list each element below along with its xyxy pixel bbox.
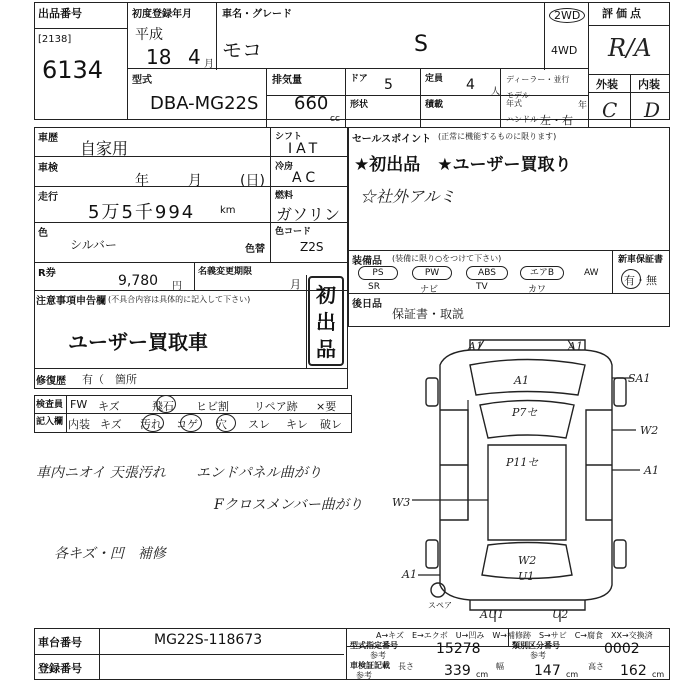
dmg-label: W3 bbox=[392, 496, 411, 509]
aircon-value: AC bbox=[292, 170, 320, 186]
equip-pw: PW bbox=[412, 266, 452, 280]
color-value: シルバー bbox=[70, 238, 117, 252]
lot-number: 6134 bbox=[42, 56, 104, 84]
hand-note-1: 車内ニオイ 天張汚れ bbox=[36, 465, 166, 481]
check-row2-4: スレ bbox=[248, 418, 270, 431]
recycle-label: R券 bbox=[38, 268, 56, 279]
mileage-label: 走行 bbox=[38, 192, 58, 203]
equip-ps: PS bbox=[358, 266, 398, 280]
spare-label: スペア bbox=[428, 601, 452, 610]
spec-len-label: 長さ bbox=[398, 662, 414, 671]
repair-value: 有（ 箇所 bbox=[82, 373, 137, 386]
tax-month: 月 bbox=[290, 278, 301, 291]
reg-month: 4 bbox=[188, 45, 201, 69]
color-code: Z2S bbox=[300, 240, 324, 254]
check-label-2: 記入欄 bbox=[36, 417, 64, 427]
spec-len-value: 339 bbox=[444, 663, 471, 679]
dealer-label: ディーラー・並行 bbox=[506, 75, 570, 84]
equip-airbag: エアB bbox=[520, 266, 564, 280]
reg-era: 平成 bbox=[135, 27, 163, 43]
color-code-label: 色コード bbox=[275, 227, 312, 237]
check-int-label: 内装 bbox=[68, 418, 90, 431]
inspection-month: 月 bbox=[188, 173, 202, 189]
dmg-label: U2 bbox=[552, 608, 569, 621]
aircon-label: 冷房 bbox=[275, 162, 294, 172]
spec-h-label: 高さ bbox=[588, 662, 604, 671]
spec-class-value: 0002 bbox=[604, 641, 640, 657]
sales-label: セールスポイント bbox=[352, 134, 432, 145]
score-ext-label: 外装 bbox=[596, 78, 618, 91]
lot-code: [2138] bbox=[38, 34, 72, 45]
inspection-year: 年 bbox=[135, 173, 149, 189]
car-grade: S bbox=[414, 32, 428, 57]
load-label: 積載 bbox=[425, 100, 444, 110]
shift-value: IAT bbox=[288, 141, 322, 157]
spec-h-value: 162 bbox=[620, 663, 647, 679]
spec-cert-sub: 参考 bbox=[356, 671, 372, 680]
dmg-label: A1 bbox=[644, 464, 659, 477]
disp-label: 排気量 bbox=[272, 75, 302, 86]
dmg-label: A1 bbox=[568, 340, 583, 353]
usage-value: 自家用 bbox=[80, 139, 129, 158]
chassis-value: MG22S-118673 bbox=[154, 632, 263, 648]
spec-model-value: 15278 bbox=[436, 641, 481, 657]
equip-abs: ABS bbox=[466, 266, 508, 280]
sales-note: (正常に機能するものに限ります) bbox=[438, 132, 557, 141]
recycle-unit: 円 bbox=[172, 281, 182, 292]
sales-line1: ★初出品 ★ユーザー買取り bbox=[354, 155, 572, 175]
wheel-shape bbox=[614, 540, 626, 568]
equip-note: (装備に限り○をつけて下さい) bbox=[392, 254, 502, 263]
notice-sub: (不具合内容は具体的に記入して下さい) bbox=[108, 295, 251, 304]
disp-unit: cc bbox=[330, 114, 340, 124]
equip-navi: ナビ bbox=[420, 285, 439, 295]
check-label-1: 検査員 bbox=[36, 400, 64, 410]
spec-unit: cm bbox=[652, 670, 665, 679]
dmg-label: A1 bbox=[468, 340, 483, 353]
inspection-label: 車検 bbox=[38, 163, 58, 174]
warranty-value: 有・無 bbox=[624, 274, 657, 287]
handle-label: ハンドル bbox=[506, 115, 538, 124]
spec-model-label: 型式指定番号 bbox=[350, 641, 398, 650]
recycle-value: 9,780 bbox=[118, 273, 159, 289]
dmg-label: SA1 bbox=[628, 372, 651, 385]
handle-value: 左・右 bbox=[540, 114, 573, 127]
diagram-legend: A→キズ E→エクボ U→凹み W→補修跡 S→サビ C→腐食 XX→交換済 bbox=[376, 631, 653, 640]
capacity-value: 4 bbox=[466, 77, 475, 93]
sales-line2: ☆社外アルミ bbox=[360, 187, 456, 206]
dmg-label: P11セ bbox=[506, 456, 539, 469]
check-row1-2: ヒビ割 bbox=[196, 400, 229, 413]
equip-leather: カワ bbox=[528, 285, 547, 295]
notice-value: ユーザー買取車 bbox=[68, 330, 208, 354]
score-label: 評価点 bbox=[602, 7, 644, 20]
dmg-label: W2 bbox=[518, 554, 537, 567]
model-year-label: モデル年式 bbox=[506, 91, 530, 108]
docs-value: 保証書・取説 bbox=[392, 307, 465, 321]
check-row2-3: 穴 bbox=[216, 418, 227, 431]
repair-label: 修復歴 bbox=[36, 376, 66, 387]
docs-label: 後日品 bbox=[352, 299, 382, 310]
model-value: DBA-MG22S bbox=[150, 93, 259, 114]
equip-aw: AW bbox=[584, 268, 599, 278]
check-row1-3: リペア跡 bbox=[254, 400, 298, 413]
score-int: D bbox=[644, 98, 661, 122]
shape-label: 形状 bbox=[350, 100, 369, 110]
spec-model-sub: 参考 bbox=[370, 651, 386, 660]
reg-label: 初度登録年月 bbox=[132, 9, 192, 20]
score-int-label: 内装 bbox=[638, 78, 660, 91]
dmg-label: P7セ bbox=[512, 406, 538, 419]
hand-note-3: Fクロスメンバー曲がり bbox=[214, 497, 363, 513]
check-row2-1: 汚れ bbox=[140, 418, 162, 431]
check-row1-4: ×要 bbox=[316, 400, 337, 413]
spec-class-label: 類別区分番号 bbox=[512, 641, 560, 650]
dmg-label: A1 bbox=[402, 568, 417, 581]
doors-value: 5 bbox=[384, 77, 393, 93]
check-row2-0: キズ bbox=[100, 418, 122, 431]
equip-tv: TV bbox=[476, 282, 488, 292]
check-row2-2: コゲ bbox=[176, 418, 198, 431]
model-label: 型式 bbox=[132, 75, 152, 86]
color-label: 色 bbox=[38, 228, 48, 239]
wheel-shape bbox=[426, 378, 438, 406]
check-row1-1: 飛石 bbox=[152, 400, 174, 413]
check-row2-6: 破レ bbox=[320, 418, 342, 431]
mileage-unit: km bbox=[220, 205, 236, 216]
spec-unit: cm bbox=[476, 670, 489, 679]
spec-w-value: 147 bbox=[534, 663, 561, 679]
fuel-value: ガソリン bbox=[276, 205, 341, 224]
hand-note-2: エンドパネル曲がり bbox=[196, 465, 322, 481]
reg-year: 18 bbox=[146, 45, 172, 69]
wheel-shape bbox=[426, 540, 438, 568]
spec-unit: cm bbox=[566, 670, 579, 679]
hand-note-4: 各キズ・凹 補修 bbox=[54, 546, 166, 562]
capacity-label: 定員 bbox=[425, 74, 444, 84]
lot-label: 出品番号 bbox=[38, 7, 82, 20]
dmg-label: W2 bbox=[640, 424, 659, 437]
tax-label: 名義変更期限 bbox=[198, 267, 253, 277]
shift-label: シフト bbox=[275, 132, 303, 142]
color-change-label: 色替 bbox=[245, 244, 265, 255]
inspection-day: (日) bbox=[240, 173, 265, 189]
car-label: 車名・グレード bbox=[222, 9, 292, 20]
spec-w-label: 幅 bbox=[496, 662, 504, 671]
dmg-label: AU1 bbox=[480, 608, 505, 621]
equip-label: 装備品 bbox=[352, 256, 382, 267]
usage-label: 車歴 bbox=[38, 133, 58, 144]
mileage-value: 5万5千994 bbox=[88, 202, 196, 223]
wheel-shape bbox=[614, 378, 626, 406]
car-name: モコ bbox=[222, 38, 262, 62]
check-row2-5: キレ bbox=[286, 418, 308, 431]
spec-class-sub: 参考 bbox=[530, 651, 546, 660]
drive-2wd: 2WD bbox=[549, 8, 585, 23]
fuel-label: 燃料 bbox=[275, 191, 294, 201]
notice-label: 注意事項申告欄 bbox=[36, 296, 106, 307]
dmg-label: U1 bbox=[518, 570, 535, 583]
reg-month-unit: 月 bbox=[204, 59, 214, 70]
year-unit: 年 bbox=[578, 101, 588, 111]
check-fw-label: FW bbox=[70, 398, 88, 411]
warranty-label: 新車保証書 bbox=[618, 255, 664, 265]
spec-cert-label: 車検証記載 bbox=[350, 661, 390, 670]
check-row1-0: キズ bbox=[98, 400, 120, 413]
regno-label: 登録番号 bbox=[38, 662, 82, 675]
drive-4wd: 4WD bbox=[551, 44, 578, 57]
capacity-unit: 人 bbox=[491, 87, 501, 97]
first-listing-text: 初出品 bbox=[316, 283, 336, 361]
doors-label: ドア bbox=[350, 74, 368, 84]
score-value: R/A bbox=[608, 34, 652, 62]
disp-value: 660 bbox=[294, 93, 329, 114]
equip-sr: SR bbox=[368, 282, 380, 292]
dmg-label: A1 bbox=[514, 374, 529, 387]
score-ext: C bbox=[602, 98, 618, 122]
chassis-label: 車台番号 bbox=[38, 636, 82, 649]
